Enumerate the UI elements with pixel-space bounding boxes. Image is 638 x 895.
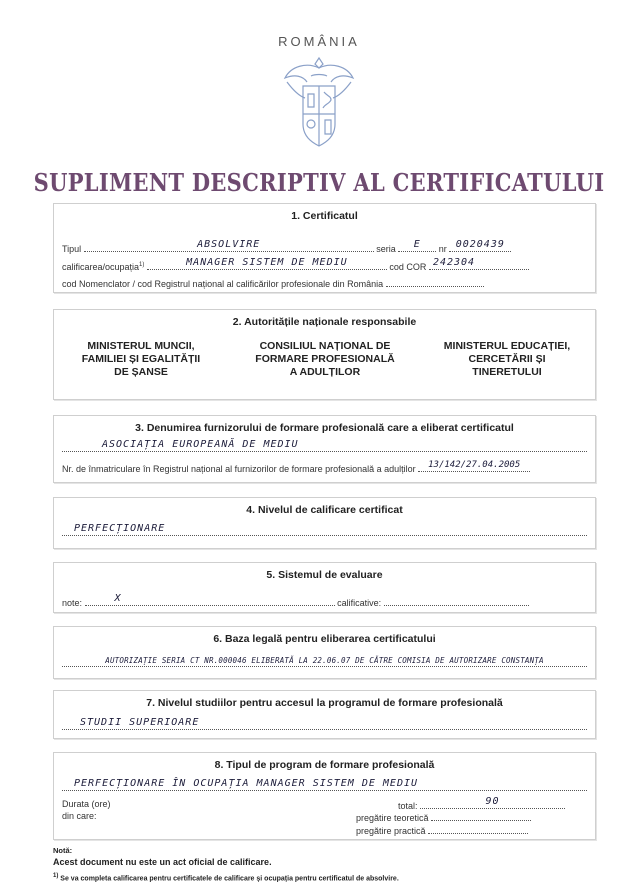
note-field <box>85 593 335 606</box>
section-qualification-level <box>53 497 596 549</box>
nr-value: 0020439 <box>455 239 505 250</box>
authority-national-council <box>240 340 410 379</box>
nomenclator-row <box>62 277 484 289</box>
note-line-2-text: Se va completa calificarea pentru certificatele de calificare și ocupația pentru certificatul de absolvire. <box>60 875 399 883</box>
seria-label: seria <box>376 244 396 254</box>
section-authorities <box>53 309 596 400</box>
section-4-title: 4. Nivelul de calificare certificat <box>246 504 403 516</box>
section-3-title: 3. Denumirea furnizorului de formare profesională care a eliberat certificatul <box>135 422 514 434</box>
registration-row <box>62 462 530 474</box>
total-field <box>420 796 565 809</box>
total-row <box>398 796 565 811</box>
section-2-title: 2. Autoritățile naționale responsabile <box>232 316 417 328</box>
section-evaluation <box>53 562 596 613</box>
study-level-value: STUDII SUPERIOARE <box>80 717 200 728</box>
seria-value: E <box>413 239 421 250</box>
tipul-value: ABSOLVIRE <box>197 239 261 250</box>
tipul-row <box>62 239 511 254</box>
qualification-level-row <box>62 523 587 538</box>
durata-label: Durata (ore) <box>62 799 111 809</box>
note-line-1: Acest document nu este un act oficial de calificare. <box>53 857 272 867</box>
legal-basis-field <box>62 657 587 667</box>
section-1-title: 1. Certificatul <box>291 210 358 222</box>
practica-row <box>356 824 528 836</box>
document-title: SUPLIMENT DESCRIPTIV AL CERTIFICATULUI <box>33 168 605 197</box>
program-type-row <box>62 778 587 793</box>
practica-label: pregătire practică <box>356 826 426 836</box>
calificare-label: calificarea/ocupația <box>62 262 140 272</box>
calificare-footnote-mark: 1) <box>139 262 145 268</box>
din-care-label: din care: <box>62 811 97 821</box>
seria-field <box>398 239 436 252</box>
section-provider <box>53 415 596 483</box>
cor-field <box>429 257 529 270</box>
section-program-type <box>53 752 596 840</box>
authority-1-line-2: FAMILIEI ȘI EGALITĂȚII <box>81 353 201 365</box>
authority-2-line-3: A ADULȚILOR <box>289 366 361 378</box>
nota-label: Notă: <box>53 846 73 855</box>
nr-field <box>449 239 511 252</box>
note-value: X <box>114 593 122 604</box>
nr-label: nr <box>438 244 447 254</box>
section-7-title: 7. Nivelul studiilor pentru accesul la programul de formare profesională <box>146 697 503 709</box>
calificative-field <box>384 596 529 606</box>
provider-value: ASOCIAȚIA EUROPEANĂ DE MEDIU <box>102 439 299 450</box>
authority-3-line-1: MINISTERUL EDUCAȚIEI, <box>443 340 571 352</box>
note-line-2-mark: 1) <box>53 873 59 879</box>
qualification-level-value: PERFECȚIONARE <box>74 523 166 534</box>
authority-3-line-3: TINERETULUI <box>472 366 542 378</box>
section-5-title: 5. Sistemul de evaluare <box>266 569 383 581</box>
legal-basis-row <box>62 657 587 669</box>
nomenclator-label: cod Nomenclator / cod Registrul național al calificărilor profesionale din România <box>62 279 384 289</box>
study-level-field <box>62 717 587 730</box>
nomenclator-field <box>386 277 484 287</box>
authority-1-line-1: MINISTERUL MUNCII, <box>87 340 195 352</box>
provider-field <box>62 439 587 452</box>
teoretica-row <box>356 811 531 823</box>
qualification-level-field <box>62 523 587 536</box>
section-8-title: 8. Tipul de program de formare profesională <box>214 759 435 771</box>
teoretica-label: pregătire teoretică <box>356 813 429 823</box>
cor-value: 242304 <box>432 257 476 268</box>
evaluation-row <box>62 593 529 608</box>
program-type-value: PERFECȚIONARE ÎN OCUPAȚIA MANAGER SISTEM DE MEDIU <box>74 778 419 789</box>
legal-basis-value: AUTORIZAȚIE SERIA CT NR.000046 ELIBERATĂ LA 22.06.07 DE CĂTRE COMISIA DE AUTORIZARE CONSTANȚA <box>105 656 544 665</box>
teoretica-field <box>431 811 531 821</box>
calificare-row <box>62 257 529 272</box>
tipul-label: Tipul <box>62 244 82 254</box>
registration-field <box>418 462 530 472</box>
note-label: note: <box>62 598 83 608</box>
section-legal-basis <box>53 626 596 679</box>
calificare-field <box>147 257 387 270</box>
total-value: 90 <box>485 796 500 807</box>
registration-value: 13/142/27.04.2005 <box>428 460 521 470</box>
calificative-label: calificative: <box>337 598 382 608</box>
note-line-2 <box>53 873 399 882</box>
program-type-field <box>62 778 587 791</box>
section-study-level <box>53 690 596 739</box>
authority-ministry-education <box>422 340 592 379</box>
romanian-coat-of-arms-icon <box>281 52 357 150</box>
authority-3-line-2: CERCETĂRII ȘI <box>468 353 546 365</box>
section-certificate <box>53 203 596 293</box>
total-label: total: <box>398 801 418 811</box>
study-level-row <box>62 717 587 732</box>
notes <box>53 846 399 882</box>
section-6-title: 6. Baza legală pentru eliberarea certificatului <box>213 633 436 645</box>
authority-ministry-labour <box>56 340 226 379</box>
din-care-row <box>62 811 97 821</box>
authority-2-line-2: FORMARE PROFESIONALĂ <box>255 353 395 365</box>
calificare-value: MANAGER SISTEM DE MEDIU <box>186 257 348 268</box>
durata-row <box>62 799 111 809</box>
practica-field <box>428 824 528 834</box>
provider-row <box>62 439 587 454</box>
country-label: ROMÂNIA <box>278 34 360 49</box>
registration-label: Nr. de înmatriculare în Registrul național al furnizorilor de formare profesională a adulților <box>62 464 416 474</box>
authority-2-line-1: CONSILIUL NAȚIONAL DE <box>259 340 391 352</box>
authority-1-line-3: DE ȘANSE <box>114 366 168 378</box>
cor-label: cod COR <box>389 262 427 272</box>
tipul-field <box>84 239 374 252</box>
